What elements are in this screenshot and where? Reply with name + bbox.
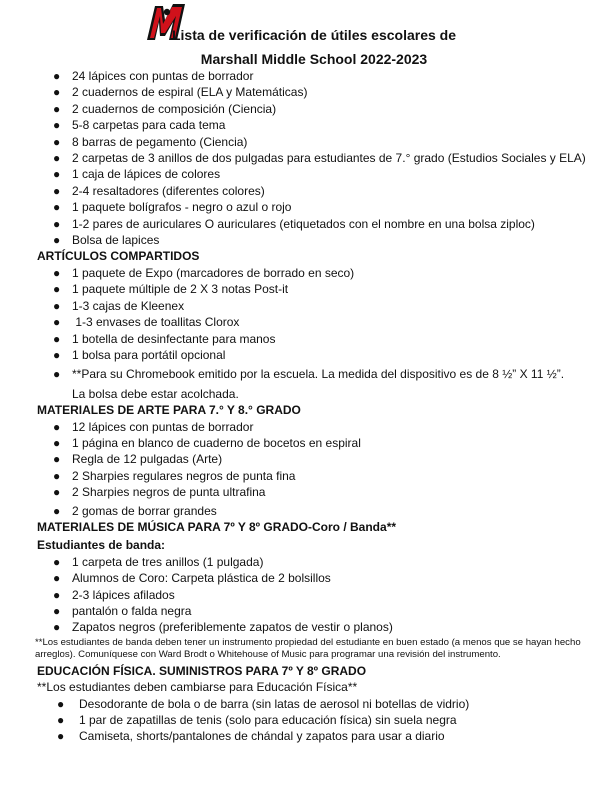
list-item: ● 24 lápices con puntas de borrador — [53, 69, 254, 83]
page-title-line2: Marshall Middle School 2022-2023 — [200, 51, 428, 67]
subheading-band: Estudiantes de banda: — [37, 538, 166, 553]
section-heading-shared: ARTÍCULOS COMPARTIDOS — [37, 249, 200, 264]
bullet-icon: ● — [53, 571, 61, 586]
bullet-icon: ● — [53, 69, 61, 83]
bullet-icon: ● — [53, 503, 61, 518]
bullet-icon: ● — [53, 183, 61, 198]
list-item: ● 2 Sharpies regulares negros de punta fina — [53, 468, 296, 483]
list-item: ● 1-2 pares de auriculares O auriculares (etiquetados con el nombre en una bolsa ziploc) — [53, 216, 535, 231]
bullet-icon: ● — [53, 367, 61, 382]
bullet-icon: ● — [53, 282, 61, 297]
list-item: ● 1-3 cajas de Kleenex — [53, 298, 185, 313]
pe-intro: **Los estudiantes deben cambiarse para Educación Física** — [37, 680, 358, 695]
list-item: ● 5-8 carpetas para cada tema — [53, 118, 226, 133]
list-item: ● 1 carpeta de tres anillos (1 pulgada) — [53, 554, 264, 569]
bullet-icon: ● — [53, 101, 61, 116]
section-heading-art: MATERIALES DE ARTE PARA 7.° Y 8.° GRADO — [37, 403, 301, 418]
list-item: ● 1 botella de desinfectante para manos — [53, 331, 276, 346]
shared-list — [37, 265, 597, 402]
list-item: ● 1 paquete múltiple de 2 X 3 notas Post-it — [53, 282, 289, 297]
bullet-icon: ● — [53, 233, 61, 248]
section-heading-music: MATERIALES DE MÚSICA PARA 7º Y 8º GRADO-Coro / Banda** — [37, 519, 397, 534]
bullet-icon: ● — [53, 151, 61, 166]
bullet-icon: ● — [53, 265, 61, 280]
bullet-icon: ● — [53, 554, 61, 569]
bullet-icon: ● — [53, 298, 61, 313]
bullet-icon: ● — [53, 452, 61, 467]
bullet-icon: ● — [53, 620, 61, 635]
list-item: ● **Para su Chromebook emitido por la escuela. La medida del dispositivo es de 8 ½” X 11 ½”. — [53, 367, 565, 382]
bullet-icon: ● — [53, 347, 61, 362]
pe-list — [37, 696, 597, 745]
list-item: ● Zapatos negros (preferiblemente zapatos de vestir o planos) — [53, 620, 393, 635]
bullet-icon: ● — [57, 729, 65, 744]
bullet-icon: ● — [53, 118, 61, 133]
list-item: ● 2 carpetas de 3 anillos de dos pulgadas para estudiantes de 7.° grado (Estudios Sociales y ELA) — [53, 151, 586, 166]
list-item: ● 2 Sharpies negros de punta ultrafina — [53, 485, 266, 500]
list-item: ● pantalón o falda negra — [53, 604, 192, 618]
bullet-icon: ● — [53, 435, 61, 450]
list-item: ● Alumnos de Coro: Carpeta plástica de 2 bolsillos — [53, 571, 331, 586]
bullet-icon: ● — [53, 200, 61, 215]
bullet-icon: ● — [53, 468, 61, 483]
list-item: ● 1 paquete bolígrafos - negro o azul o rojo — [53, 200, 292, 215]
list-item: ● 1 paquete de Expo (marcadores de borrado en seco) — [53, 265, 355, 280]
music-note: **Los estudiantes de banda deben tener un instrumento propiedad del estudiante en buen estado (a menos que se hayan hecho arreglos). Comuníquese con Ward Brodt o Whitehouse of Music para programar una revisión del instrumento. — [35, 636, 581, 661]
page-title-line1: Lista de verificación de útiles escolares de — [171, 27, 456, 43]
bullet-icon: ● — [53, 134, 61, 149]
list-item: ● Camiseta, shorts/pantalones de chándal y zapatos para usar a diario — [57, 729, 445, 744]
list-item: ● 12 lápices con puntas de borrador — [53, 419, 254, 434]
list-item: ● Desodorante de bola o de barra (sin latas de aerosol ni botellas de vidrio) — [57, 696, 470, 711]
section-heading-pe: EDUCACIÓN FÍSICA. SUMINISTROS PARA 7º Y 8º GRADO — [37, 663, 367, 678]
bullet-icon: ● — [53, 331, 61, 346]
bullet-icon: ● — [53, 85, 61, 100]
bullet-icon: ● — [57, 696, 65, 711]
list-item-continuation: La bolsa debe estar acolchada. — [72, 386, 239, 401]
list-item: ● Bolsa de lapices — [53, 233, 160, 248]
bullet-icon: ● — [53, 485, 61, 500]
list-item: ● 2-4 resaltadores (diferentes colores) — [53, 183, 265, 198]
list-item: ● 2 gomas de borrar grandes — [53, 503, 217, 518]
bullet-icon: ● — [53, 587, 61, 602]
art-list — [37, 419, 597, 519]
list-item: ● Regla de 12 pulgadas (Arte) — [53, 452, 223, 467]
list-item: ● 1 par de zapatillas de tenis (solo para educación física) sin suela negra — [57, 713, 457, 728]
checklist-content — [37, 68, 597, 745]
bullet-icon: ● — [53, 419, 61, 434]
general-list — [37, 68, 597, 248]
list-item: ● 2-3 lápices afilados — [53, 587, 175, 602]
bullet-icon: ● — [53, 167, 61, 182]
list-item: ● 2 cuadernos de espiral (ELA y Matemáticas) — [53, 85, 308, 100]
music-list — [37, 554, 597, 636]
list-item: ● 1 bolsa para portátil opcional — [53, 347, 226, 362]
bullet-icon: ● — [57, 713, 65, 728]
bullet-icon: ● — [53, 315, 61, 330]
list-item: ● 1 página en blanco de cuaderno de bocetos en espiral — [53, 435, 361, 450]
list-item: ● 1 caja de lápices de colores — [53, 167, 221, 182]
list-item: ● 2 cuadernos de composición (Ciencia) — [53, 101, 277, 116]
list-item: ● 1-3 envases de toallitas Clorox — [53, 315, 240, 330]
bullet-icon: ● — [53, 216, 61, 231]
bullet-icon: ● — [53, 604, 61, 618]
list-item: ● 8 barras de pegamento (Ciencia) — [53, 134, 248, 149]
